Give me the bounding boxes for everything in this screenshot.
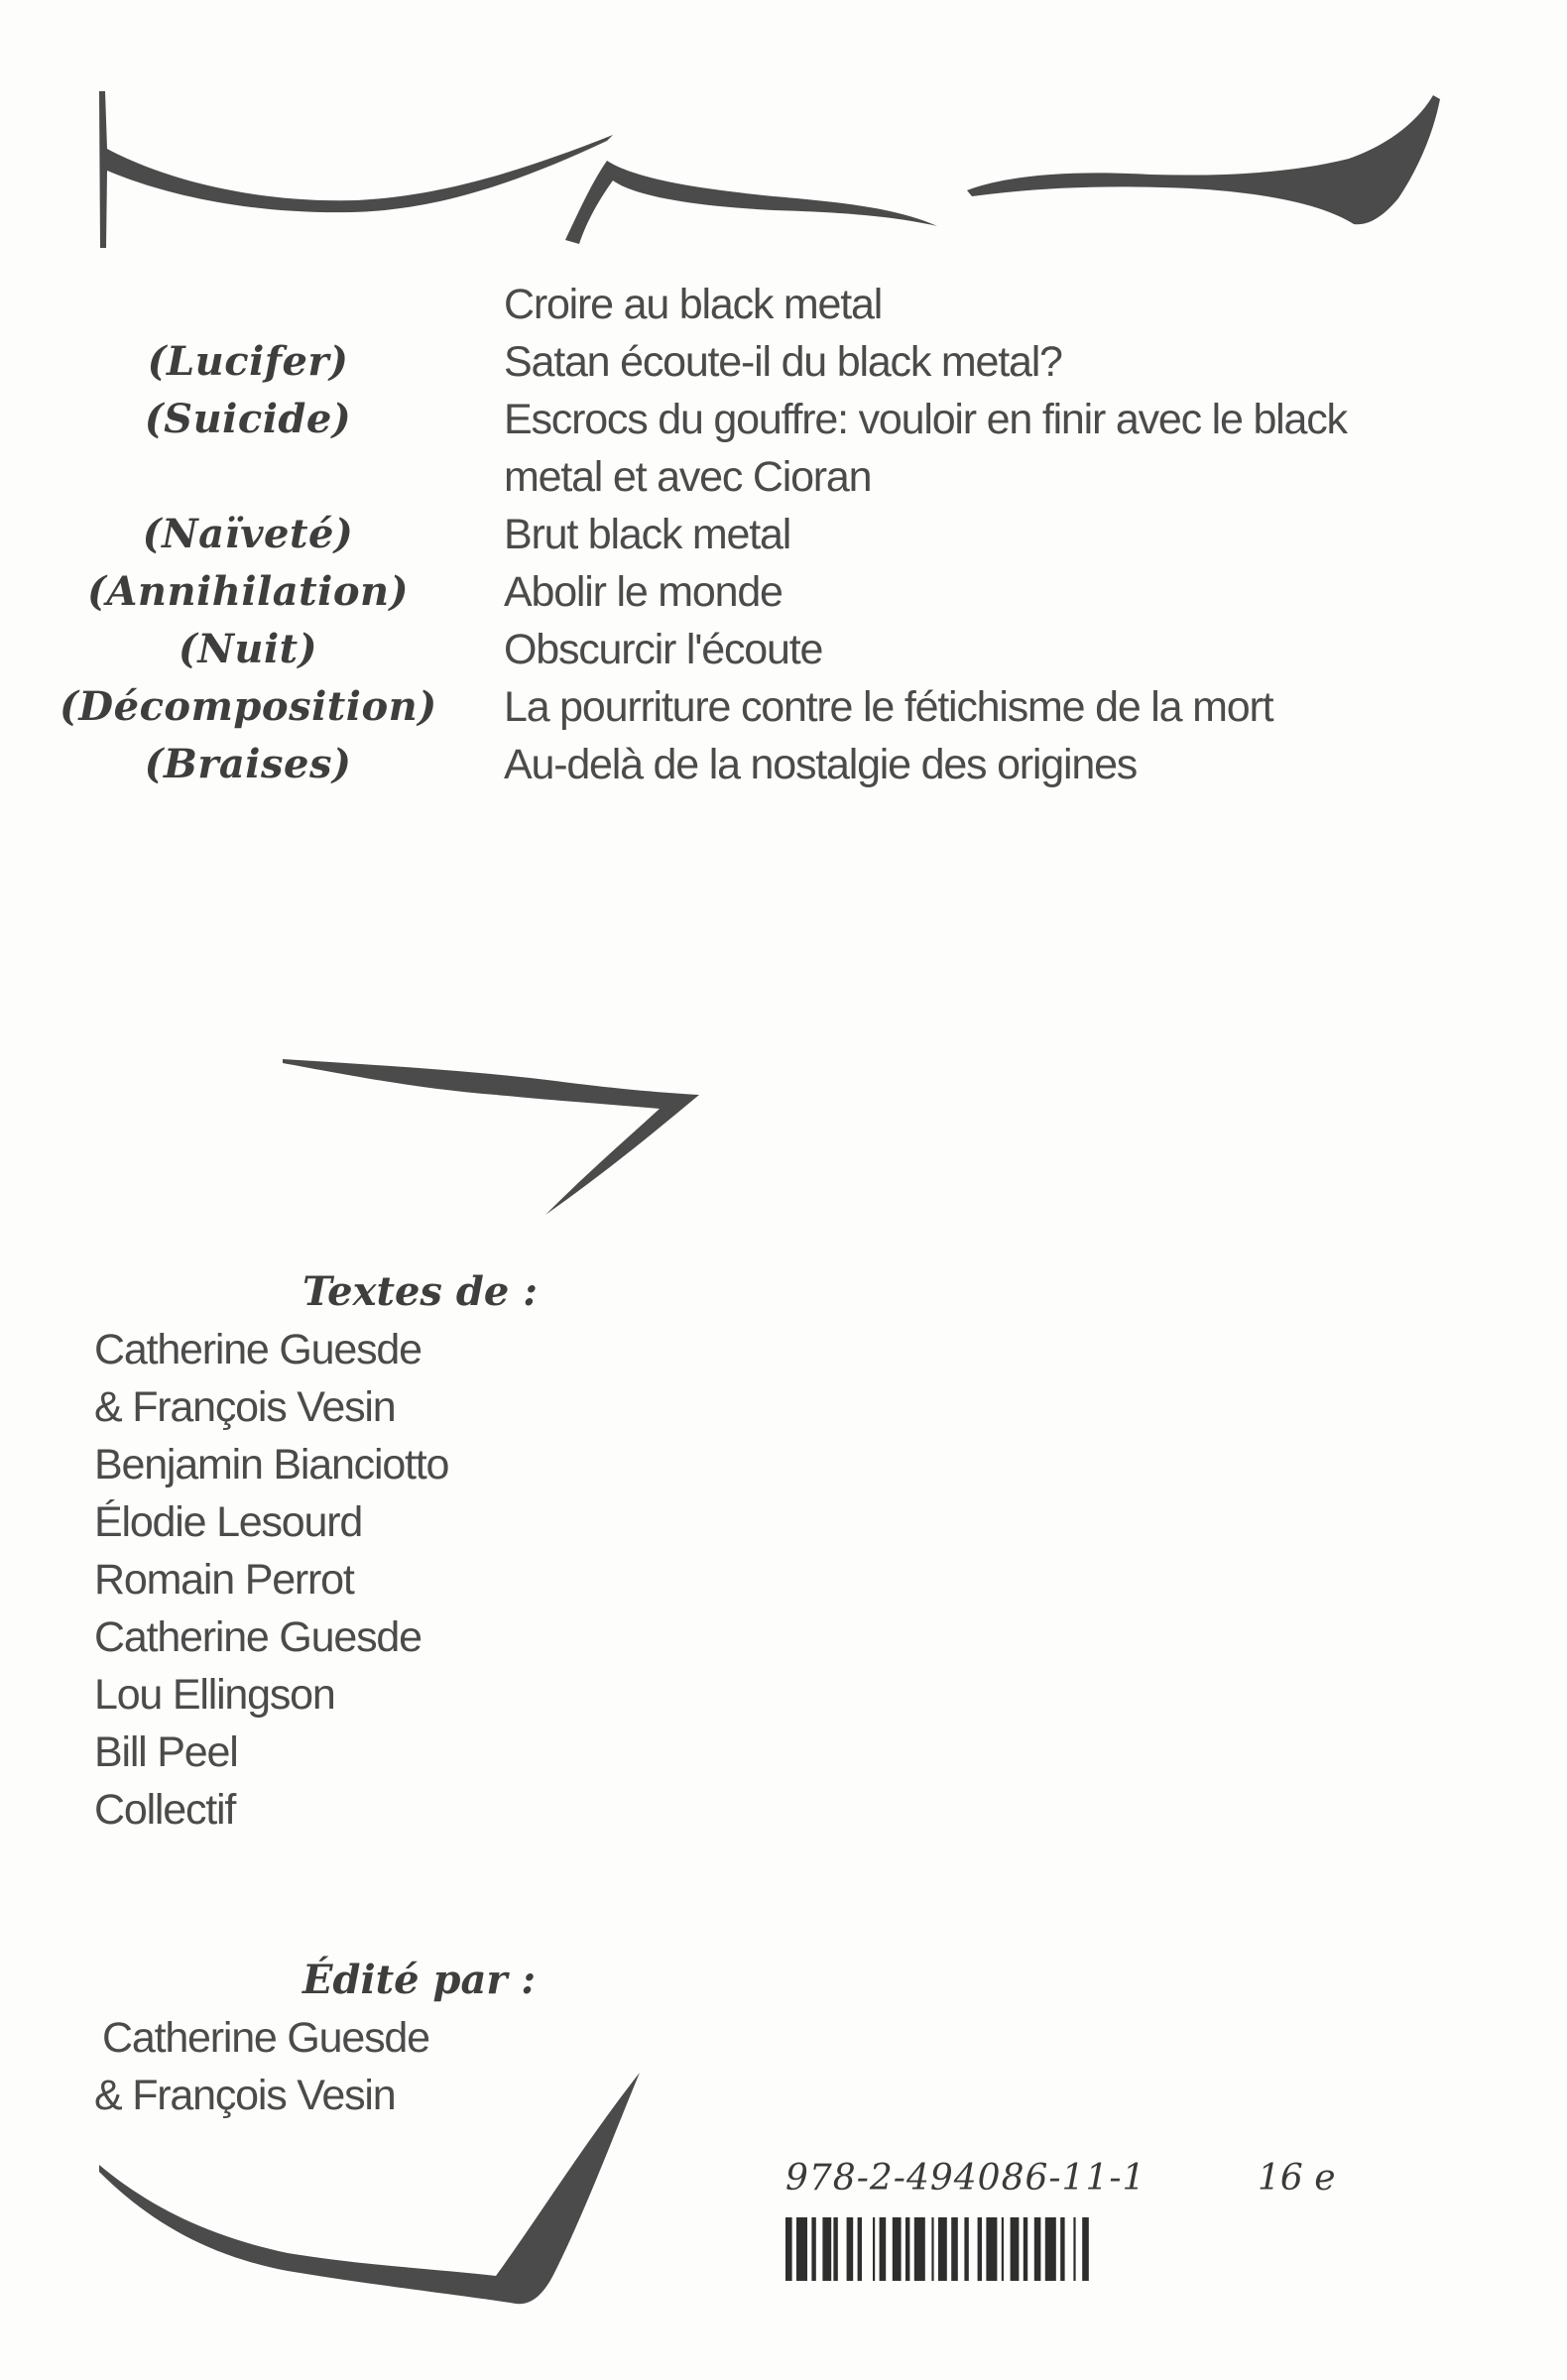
toc-title: Brut black metal: [504, 511, 791, 558]
barcode-bar: [938, 2217, 947, 2281]
barcode-bar: [964, 2217, 968, 2281]
barcode-bar: [858, 2217, 862, 2281]
isbn-number: 978-2-494086-11-1: [785, 2158, 1146, 2199]
barcode-bar: [1034, 2217, 1041, 2281]
toc-row: [0, 276, 1567, 333]
barcode-bar: [785, 2217, 792, 2281]
barcode-bar: [951, 2217, 958, 2281]
author-name: Romain Perrot: [94, 1556, 354, 1604]
toc-row: [0, 563, 1567, 621]
author-name: Benjamin Bianciotto: [94, 1441, 449, 1488]
barcode-bar: [986, 2217, 997, 2281]
barcode-bar: [833, 2217, 837, 2281]
barcode-bar: [1082, 2217, 1089, 2281]
barcode-bar: [931, 2217, 933, 2281]
barcode-bar: [1011, 2217, 1020, 2281]
barcode-bar: [1002, 2217, 1004, 2281]
toc-title: Obscurcir l'écoute: [504, 626, 823, 673]
author-name: Élodie Lesourd: [94, 1498, 363, 1546]
middle-angle-brush-stroke: [283, 1059, 699, 1215]
authors-list: [94, 1321, 448, 1839]
toc-row: [0, 506, 1567, 563]
editors-list: [94, 2009, 429, 2124]
author-name: Catherine Guesde: [94, 1326, 422, 1373]
author-name: & François Vesin: [94, 1383, 396, 1431]
price: 16 e: [1258, 2158, 1336, 2199]
toc-label: (Nuit): [178, 626, 318, 672]
toc-row: [0, 736, 1567, 793]
toc-title-line: Escrocs du gouffre: vouloir en finir avec le black: [504, 396, 1347, 443]
barcode-bar: [905, 2217, 909, 2281]
barcode-bar: [873, 2217, 875, 2281]
barcode-bar: [914, 2217, 925, 2281]
barcode: [785, 2217, 1313, 2281]
author-name: Collectif: [94, 1786, 236, 1834]
barcode-bar: [1045, 2217, 1056, 2281]
top-left-brush-stroke: [99, 91, 613, 248]
editor-name: Catherine Guesde: [102, 2014, 429, 2062]
barcode-bar: [1024, 2217, 1027, 2281]
table-of-contents: [0, 276, 1567, 793]
toc-title-line: metal et avec Cioran: [504, 453, 872, 501]
barcode-bar: [822, 2217, 831, 2281]
barcode-bar: [1073, 2217, 1075, 2281]
barcode-bar: [847, 2217, 854, 2281]
toc-label: (Suicide): [144, 396, 352, 442]
barcode-bar: [893, 2217, 902, 2281]
author-name: Lou Ellingson: [94, 1671, 335, 1719]
barcode-bar: [880, 2217, 887, 2281]
toc-label: (Annihilation): [86, 568, 410, 615]
barcode-bar: [811, 2217, 815, 2281]
barcode-bar: [978, 2217, 982, 2281]
barcode-bar: [796, 2217, 807, 2281]
edited-heading: Édité par :: [302, 1957, 537, 2003]
toc-row: [0, 333, 1567, 391]
author-name: Bill Peel: [94, 1728, 238, 1776]
author-name: Catherine Guesde: [94, 1613, 422, 1661]
editor-name: & François Vesin: [94, 2072, 396, 2119]
texts-heading: Textes de :: [302, 1268, 538, 1315]
toc-row: [0, 621, 1567, 678]
toc-title: Satan écoute-il du black metal?: [504, 338, 1062, 386]
toc-title: Au-delà de la nostalgie des origines: [504, 741, 1138, 788]
toc-label: (Lucifer): [147, 338, 349, 385]
top-right-brush-stroke: [967, 95, 1440, 224]
toc-title: Croire au black metal: [504, 281, 883, 328]
barcode-bar: [1060, 2217, 1064, 2281]
toc-label: (Naïveté): [142, 511, 354, 557]
toc-title: La pourriture contre le fétichisme de la mort: [504, 683, 1273, 731]
toc-label: (Braises): [144, 741, 352, 787]
toc-row: [0, 391, 1567, 506]
toc-row: [0, 678, 1567, 736]
toc-title: Abolir le monde: [504, 568, 783, 616]
top-middle-brush-stroke: [565, 161, 937, 244]
toc-label: (Décomposition): [60, 683, 437, 730]
toc-title: [504, 391, 1426, 506]
